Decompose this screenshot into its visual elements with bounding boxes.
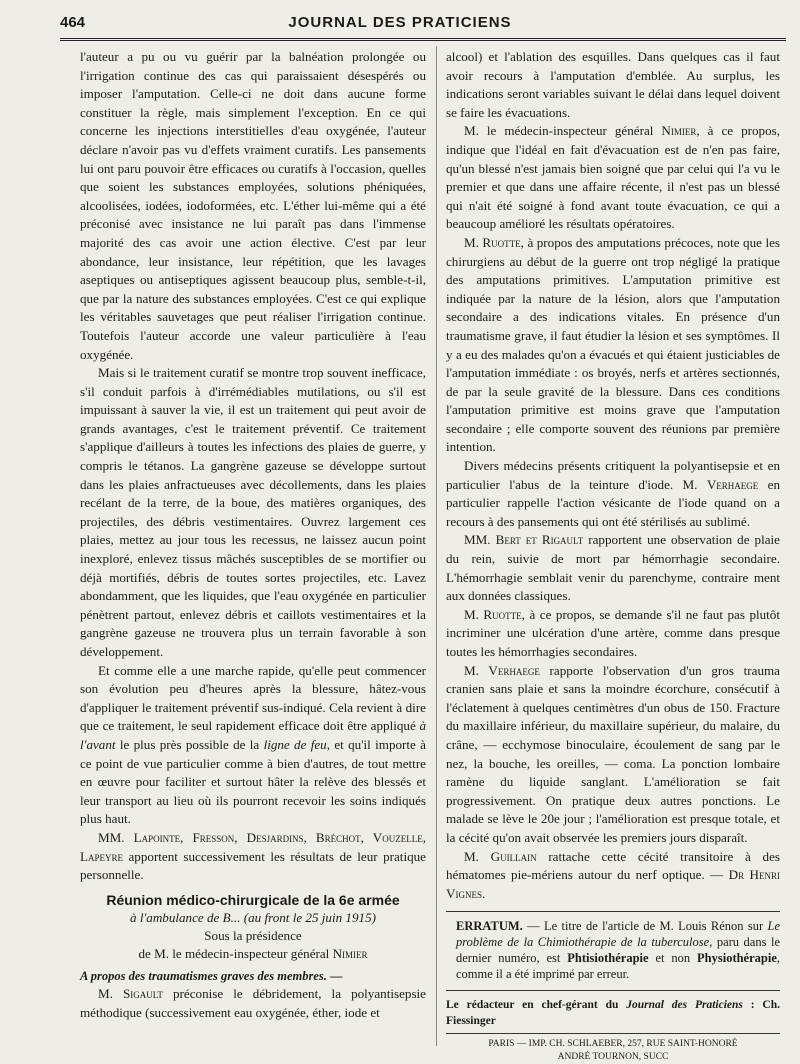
editor-line: Le rédacteur en chef-gérant du Journal des Praticiens : Ch. Fiessinger bbox=[446, 999, 781, 1028]
header-rule bbox=[60, 38, 786, 41]
paragraph: M. Guillain rattache cette cécité transitoire à des hématomes pie-mériens autour du nerf optique. — Dr Henri Vignes. bbox=[446, 848, 780, 901]
paragraph: M. Sigault préconise le débridement, la polyantisepsie méthodique (successivement eau oxygénée, éther, iode et bbox=[80, 986, 426, 1020]
paragraph: Mais si le traitement curatif se montre trop souvent inefficace, s'il conduit parfois à d'irrémédiables mutilations, ou s'il est impuissant à sauver la vie, il est un traitement qui peut avoir de grands avantages, c'est le traitement préventif. Ce traitement s'applique d'ailleurs à toutes les infections des plaies de guerre, y compris le tétanos. La gangrène gazeuse se développe surtout dans les plaies anfractueuses avec décollements, dans les plaies recélant de la terre, de la boue, des matières organiques, des projectiles, des débris vestimentaires. Ouvrez largement ces plaies, mettez au jour tous les recessus, ne laissez aucun point inexploré, enlevez tissus mâchés susceptibles de se mortifier ou déjà mortifiés, débris de toutes sortes projectiles, etc. Lavez abondamment, que les liquides, que l'eau oxygénée en particulier pénètrent partout, enlevez débris et caillots vestimentaires et la gangrène gazeuse ne trouvera plus un terrain favorable à son développement. bbox=[80, 365, 426, 659]
presidency-line: de M. le médecin-inspecteur général Nimier bbox=[138, 945, 368, 961]
column-divider bbox=[436, 46, 437, 1046]
presidency-line: Sous la présidence bbox=[204, 927, 302, 943]
paragraph: l'auteur a pu ou vu guérir par la balnéation prolongée ou l'irrigation continue des cas qui paraissaient désespérés ou imposer l'amputation. Celle-ci ne doit dans aucune forme constituer la règle, mais simplement l'exception. En ce qui concerne les injections interstitielles d'eau oxygénée, l'auteur déclare n'avoir pas vu d'effets vraiment curatifs. Les pansements lui ont paru pouvoir être efficaces ou curatifs à l'occasion, quelles que soient les substances employées, solutions phéniquées, alcoolisées, iodées, iodoformées, etc. L'éther lui-même qui a été préconisé avec insistance ne lui paraît pas dans l'immense majorité des cas avoir une action élective. C'est par leur abondance, leur insistance, leur répétition, que les lavages aseptiques ou antiseptiques agissent beaucoup plus, semble-t-il, que par la nature des substances employées. C'est ce qui explique les véritables sauvetages que peut réaliser l'irrigation continue. Toutefois l'auteur accorde une valeur particulière à l'eau oxygénée. bbox=[80, 49, 426, 362]
section-subtitle: à l'ambulance de B... (au front le 25 juin 1915) bbox=[130, 909, 376, 925]
paragraph: Divers médecins présents critiquent la polyantisepsie et en particulier l'abus de la teinture d'iode. M. Verhaege en particulier rappelle l'action vésicante de l'iode quand on a recours à des pansements qui ont été stérilisés au sublimé. bbox=[446, 458, 780, 529]
paragraph: MM. Lapointe, Fresson, Desjardins, Bréchot, Vouzelle, Lapeyre apportent successivement les résultats de leur pratique personnelle. bbox=[80, 829, 426, 883]
subsection-heading: A propos des traumatismes graves des membres. — bbox=[80, 968, 343, 983]
paragraph: M. Ruotte, à propos des amputations précoces, note que les chirurgiens au début de la guerre ont trop négligé la pratique des amputations primitives. L'amputation primitive est indiquée par la nature de la lésion, alors que l'amputation secondaire a des indications vitales. En présence d'un traumatisme grave, il faut étudier la lésion et ses symptômes. Il y a eu des malades qu'on a évacués et qui étaient justiciables de l'amputation immédiate : os broyés, nerfs et artères sectionnés, de par la seule gravité de la blessure. Dans ces conditions l'amputation primitive est moins grave que l'amputation secondaire ; elle comporte souvent des réunions par première intention. bbox=[446, 234, 780, 455]
paragraph: Et comme elle a une marche rapide, qu'elle peut commencer son évolution peu d'heures après la blessure, hâtez-vous d'appliquer le traitement préventif sus-indiqué. Cela revient à dire que ce traitement, le seul rapidement efficace doit être appliqué à l'avant le plus près possible de la ligne de feu, et qu'il importe à ce point de vue particulier comme à bien d'autres, de tout mettre en œuvre pour faciliter et surtout hâter la relève des blessés et leur transport au lieu où ils pourront recevoir les soins indiqués plus haut. bbox=[80, 662, 426, 827]
imprint-line: PARIS — IMP. CH. SCHLAEBER, 257, RUE SAINT-HONORÉ bbox=[488, 1039, 738, 1050]
right-column bbox=[446, 48, 780, 1064]
paragraph: M. Ruotte, à ce propos, se demande s'il ne faut pas plutôt incriminer une ulcération d'une artère, comme dans presque toutes les hémorrhagies secondaires. bbox=[446, 606, 780, 659]
separator-rule bbox=[446, 1033, 780, 1034]
paragraph: MM. Bert et Rigault rapportent une observation de plaie du rein, suivie de mort par hémorrhagie secondaire. L'hémorrhagie semblait venir du parenchyme, contraire ment aux données classiques. bbox=[446, 532, 780, 604]
separator-rule bbox=[446, 990, 780, 991]
erratum-note: ERRATUM. — Le titre de l'article de M. Louis Rénon sur Le problème de la Chimiothérapie de la tuberculose, paru dans le dernier numéro, est Phtisiothérapie et non Physiothérapie, comme il a été imprimé par erreur. bbox=[456, 919, 780, 982]
paragraph: alcool) et l'ablation des esquilles. Dans quelques cas il faut avoir recours à l'amputation d'emblée. Au surplus, les indications seront variables suivant le délai dans lequel doivent se faire les évacuations. bbox=[446, 49, 780, 120]
imprint-line: ANDRÉ TOURNON, SUCC bbox=[557, 1052, 669, 1063]
page-number: 464 bbox=[60, 14, 86, 31]
section-title: Réunion médico-chirurgicale de la 6e armée bbox=[106, 891, 400, 908]
left-column bbox=[80, 48, 426, 1023]
paragraph: M. le médecin-inspecteur général Nimier, à ce propos, indique que l'idéal en fait d'évacuation est de n'en pas faire, qu'un blessé n'est jamais bien soigné que par celui qui l'a vu le premier et que dans une affaire récente, il n'est pas un blessé qui n'ait été soigné à fond avant toute évacuation, ce qui a beaucoup amélioré les résultats opératoires. bbox=[446, 123, 780, 232]
paragraph: M. Verhaege rapporte l'observation d'un gros trauma cranien sans plaie et sans la moindre écorchure, consécutif à l'éclatement à quelques centimètres d'un obus de 150. Fracture du maxillaire inférieur, du maxillaire supérieur, du malaire, du crâne, — ecchymose binoculaire, écoulement de sang par le nez, la bouche, les oreilles, — coma. La ponction lombaire ramène du liquide sanglant. L'amélioration se fait progressivement. On pratique deux autres ponctions. Le malade se lève le 20e jour ; l'amélioration est presque totale, et la cécité qu'on avait observée les premiers jours disparaît. bbox=[446, 662, 780, 845]
separator-rule bbox=[446, 911, 780, 912]
journal-title: JOURNAL DES PRATICIENS bbox=[288, 14, 512, 31]
